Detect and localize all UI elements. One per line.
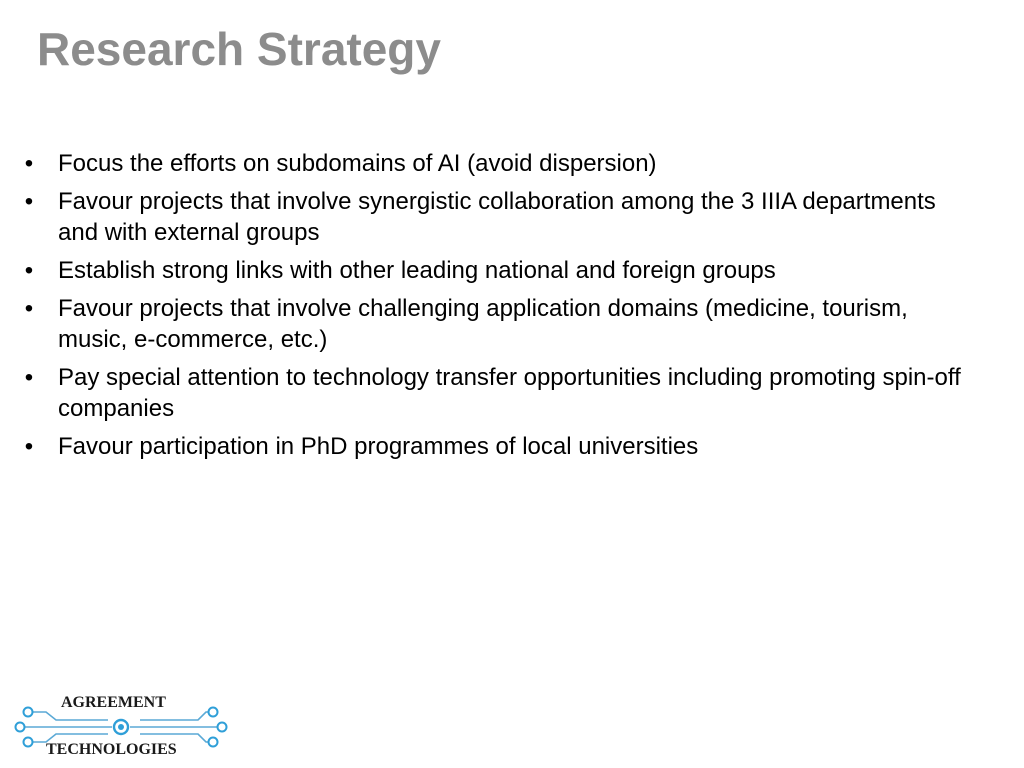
bullet-icon: • — [24, 257, 34, 284]
logo-text-agreement: AGREEMENT — [61, 694, 166, 711]
bullet-text: Favour participation in PhD programmes of local universities — [58, 433, 699, 460]
bullet-text: Favour projects that involve challenging application domains (medicine, tourism, music, e-commerce, etc.) — [58, 295, 908, 353]
bullet-item — [20, 431, 980, 462]
bullet-icon: • — [24, 188, 34, 215]
bullet-item — [20, 293, 980, 355]
bullet-icon: • — [24, 364, 34, 391]
bullet-item — [20, 362, 980, 424]
bullet-item — [20, 255, 980, 286]
bullet-text: Pay special attention to technology transfer opportunities including promoting spin-off companies — [58, 364, 961, 422]
bullet-icon: • — [24, 150, 34, 177]
bullet-text: Favour projects that involve synergistic collaboration among the 3 IIIA departments and with external groups — [58, 188, 936, 246]
bullet-list — [20, 148, 980, 469]
bullet-icon: • — [24, 433, 34, 460]
bullet-icon: • — [24, 295, 34, 322]
bullet-item — [20, 186, 980, 248]
slide-title: Research Strategy — [37, 23, 441, 75]
agreement-technologies-logo — [10, 690, 232, 764]
bullet-text: Establish strong links with other leading national and foreign groups — [58, 257, 776, 284]
bullet-item — [20, 148, 980, 179]
logo-text-technologies: TECHNOLOGIES — [46, 741, 177, 758]
bullet-text: Focus the efforts on subdomains of AI (avoid dispersion) — [58, 150, 657, 177]
